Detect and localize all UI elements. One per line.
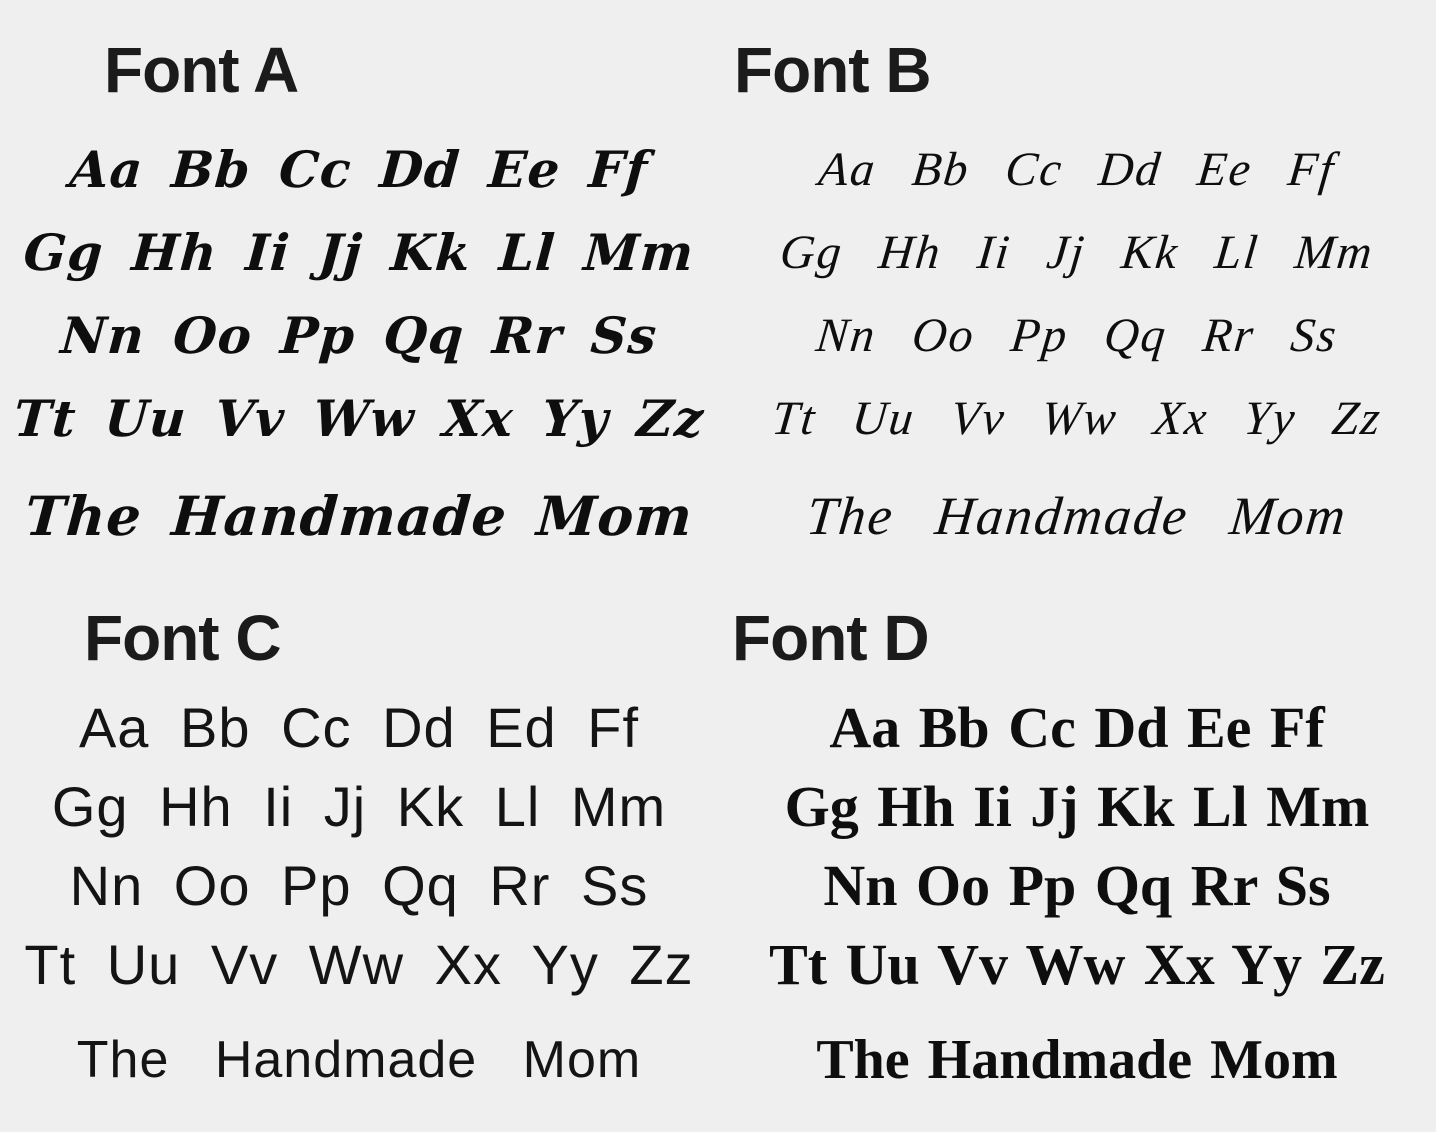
specimen-title-font-a: Font A	[104, 34, 299, 106]
alphabet-row: Gg Hh Ii Jj Kk Ll Mm	[777, 226, 1377, 279]
alphabet-row: Aa Bb Cc Dd Ee Ff	[829, 695, 1325, 760]
alphabet-row: Gg Hh Ii Jj Kk Ll Mm	[21, 223, 697, 282]
alphabet-rows-font-d	[718, 688, 1436, 1004]
alphabet-row: Tt Uu Vv Ww Xx Yy Zz	[769, 392, 1385, 445]
alphabet-row: Tt Uu Vv Ww Xx Yy Zz	[11, 389, 707, 448]
alphabet-row: Nn Oo Pp Qq Rr Ss	[823, 853, 1331, 918]
alphabet-row: Aa Bb Cc Dd Ed Ff	[78, 696, 640, 759]
specimen-title-font-b: Font B	[734, 34, 931, 106]
specimen-title-font-d: Font D	[732, 602, 929, 674]
sample-text-font-c: The Handmade Mom	[76, 1031, 642, 1089]
alphabet-row: Tt Uu Vv Ww Xx Yy Zz	[769, 932, 1385, 997]
specimen-font-d	[718, 592, 1436, 1132]
alphabet-row: Gg Hh Ii Jj Kk Ll Mm	[784, 774, 1370, 839]
alphabet-row: Nn Oo Pp Qq Rr Ss	[813, 309, 1341, 362]
specimen-font-b	[718, 0, 1436, 592]
alphabet-row: Gg Hh Ii Jj Kk Ll Mm	[51, 775, 667, 838]
sample-text-font-a: The Handmade Mom	[22, 484, 696, 548]
alphabet-row: Aa Bb Cc Dd Ee Ff	[816, 143, 1338, 196]
specimen-font-a	[0, 0, 718, 592]
specimen-font-c	[0, 592, 718, 1132]
alphabet-row: Nn Oo Pp Qq Rr Ss	[58, 306, 660, 365]
alphabet-rows-font-a	[0, 128, 718, 460]
sample-text-font-d: The Handmade Mom	[816, 1029, 1338, 1091]
sample-text-font-b: The Handmade Mom	[803, 486, 1351, 546]
alphabet-rows-font-b	[718, 128, 1436, 460]
alphabet-row: Tt Uu Vv Ww Xx Yy Zz	[24, 933, 694, 996]
alphabet-row: Nn Oo Pp Qq Rr Ss	[69, 854, 649, 917]
alphabet-row: Aa Bb Cc Dd Ee Ff	[67, 140, 651, 199]
specimen-title-font-c: Font C	[84, 602, 281, 674]
alphabet-rows-font-c	[0, 688, 718, 1004]
